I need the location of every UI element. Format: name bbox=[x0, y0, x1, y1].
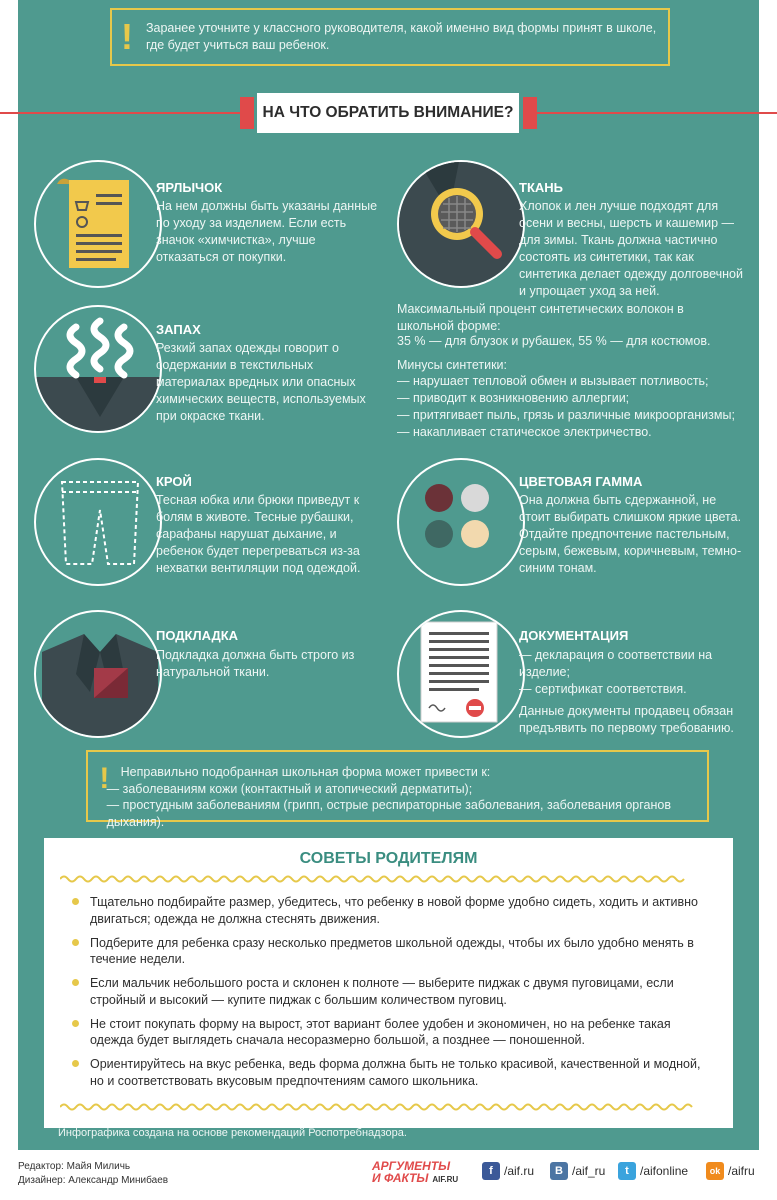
logo-line2: И ФАКТЫ bbox=[372, 1171, 429, 1185]
label-tag-icon bbox=[34, 160, 162, 288]
color-swatch bbox=[425, 520, 453, 548]
source-footnote: Инфографика создана на основе рекомендаций Роспотребнадзора. bbox=[58, 1127, 407, 1139]
lining-title: ПОДКЛАДКА bbox=[156, 628, 239, 643]
vk-icon: B bbox=[550, 1162, 568, 1180]
smell-title: ЗАПАХ bbox=[156, 322, 201, 337]
tip-item bbox=[72, 1016, 712, 1049]
headline-rule-left bbox=[0, 112, 240, 114]
synthetic-con-item: — нарушает тепловой обмен и вызывает потливость; bbox=[397, 374, 709, 388]
aif-logo[interactable] bbox=[372, 1160, 468, 1188]
label-title: ЯРЛЫЧОК bbox=[156, 180, 223, 195]
lining-jacket-icon bbox=[34, 610, 162, 738]
notice-line: — простудным заболеваниям (грипп, острые респираторные заболевания, заболевания органов дыхания). bbox=[106, 798, 671, 829]
notice-line: — заболеваниям кожи (контактный и атопический дерматиты); bbox=[106, 781, 473, 796]
section-headline bbox=[0, 93, 777, 133]
color-title: ЦВЕТОВАЯ ГАММА bbox=[519, 474, 643, 489]
social-label: /aifru bbox=[728, 1164, 755, 1178]
fabric-title: ТКАНЬ bbox=[519, 180, 563, 195]
social-odnoklassniki[interactable] bbox=[706, 1162, 755, 1180]
tip-text: Подберите для ребенка сразу несколько предметов школьной одежды, чтобы их было удобно менять в течение недели. bbox=[90, 935, 694, 966]
tip-item bbox=[72, 975, 712, 1008]
tip-text: Если мальчик небольшого роста и склонен к полноте — выберите пиджак с двумя пуговицами, если стройный и высокий — купите пиджак с большим количеством пуговиц. bbox=[90, 976, 674, 1007]
synthetic-con-item: — накапливает статическое электричество. bbox=[397, 425, 652, 439]
social-label: /aifonline bbox=[640, 1164, 689, 1178]
tips-title: СОВЕТЫ РОДИТЕЛЯМ bbox=[299, 850, 478, 867]
fabric-magnifier-icon bbox=[397, 160, 525, 288]
bullet-dot-icon bbox=[72, 1060, 79, 1067]
bullet-dot-icon bbox=[72, 979, 79, 986]
bullet-dot-icon bbox=[72, 1020, 79, 1027]
lining-text: Подкладка должна быть строго из натуральной ткани. bbox=[156, 648, 355, 679]
fabric-text: Хлопок и лен лучше подходят для осени и весны, шерсть и кашемир — для зимы. Ткань должна частично состоять из синтетики, так как синтетика делает одежду долговечной и упрощает уход за ней. bbox=[519, 199, 743, 298]
tips-list bbox=[72, 894, 712, 1097]
designer-credit: Дизайнер: Александр Минибаев bbox=[18, 1175, 169, 1186]
ribbon-left bbox=[240, 97, 254, 129]
tip-item bbox=[72, 894, 712, 927]
bullet-dot-icon bbox=[72, 939, 79, 946]
social-twitter[interactable] bbox=[618, 1162, 688, 1180]
logo-line1: АРГУМЕНТЫ bbox=[372, 1159, 451, 1173]
docs-lines bbox=[519, 647, 744, 698]
editor-credit: Редактор: Майя Миличь bbox=[18, 1161, 131, 1172]
trousers-cut-icon bbox=[34, 458, 162, 586]
tip-item bbox=[72, 935, 712, 968]
social-label: /aif.ru bbox=[504, 1164, 535, 1178]
bullet-dot-icon bbox=[72, 898, 79, 905]
notice-line: Неправильно подобранная школьная форма может привести к: bbox=[120, 765, 491, 779]
label-text: На нем должны быть указаны данные по уходу за изделием. Если есть значок «химчистка», лучше отказаться от покупки. bbox=[156, 199, 378, 264]
facebook-icon: f bbox=[482, 1162, 500, 1180]
social-facebook[interactable] bbox=[482, 1162, 534, 1180]
logo-site: AIF.RU bbox=[432, 1175, 459, 1184]
synthetic-max-text: Максимальный процент синтетических волокон в школьной форме: bbox=[397, 302, 684, 333]
color-swatch bbox=[461, 520, 489, 548]
tip-text: Не стоит покупать форму на вырост, этот вариант более удобен и экономичен, но на ребенке такая одежда будет выглядеть сначала несоразмерно большой, а позднее — поношенной. bbox=[90, 1016, 671, 1047]
exclamation-icon: ! bbox=[99, 762, 110, 795]
synthetic-values-text: 35 % — для блузок и рубашек, 55 % — для костюмов. bbox=[397, 334, 711, 348]
synthetic-cons-list bbox=[397, 373, 742, 441]
docs-line: — декларация о соответствии на изделие; bbox=[519, 648, 713, 679]
twitter-icon: t bbox=[618, 1162, 636, 1180]
synthetic-con-item: — притягивает пыль, грязь и различные микроорганизмы; bbox=[397, 408, 735, 422]
color-swatch bbox=[425, 484, 453, 512]
ribbon-right bbox=[523, 97, 537, 129]
notice-middle bbox=[86, 750, 709, 829]
social-vk[interactable] bbox=[550, 1162, 605, 1180]
docs-note: Данные документы продавец обязан предъявить по первому требованию. bbox=[519, 704, 734, 735]
headline-title: НА ЧТО ОБРАТИТЬ ВНИМАНИЕ? bbox=[257, 93, 519, 133]
notice-top-text: Заранее уточните у классного руководителя, какой именно вид формы принят в школе, где будет учиться ваш ребенок. bbox=[145, 21, 657, 52]
tip-item bbox=[72, 1056, 712, 1089]
social-label: /aif_ru bbox=[572, 1164, 606, 1178]
notice-top bbox=[110, 8, 670, 66]
exclamation-icon: ! bbox=[120, 16, 133, 57]
docs-title: ДОКУМЕНТАЦИЯ bbox=[519, 628, 629, 643]
tip-text: Тщательно подбирайте размер, убедитесь, что ребенку в новой форме удобно сидеть, ходить и активно двигаться; одежда не должна стеснять движения. bbox=[90, 895, 699, 926]
cut-title: КРОЙ bbox=[156, 474, 192, 489]
credits bbox=[18, 1160, 168, 1188]
color-palette-icon bbox=[397, 458, 525, 586]
headline-rule-right bbox=[537, 112, 777, 114]
document-icon bbox=[397, 610, 525, 738]
synthetic-con-item: — приводит к возникновению аллергии; bbox=[397, 391, 630, 405]
tip-text: Ориентируйтесь на вкус ребенка, ведь форма должна быть не только красивой, качественной и модной, но и соответствовать вкусовым предпочтениям самого школьника. bbox=[90, 1057, 701, 1088]
docs-line: — сертификат соответствия. bbox=[519, 682, 687, 696]
color-swatch bbox=[461, 484, 489, 512]
cut-text: Тесная юбка или брюки приведут к болям в животе. Тесные рубашки, сарафаны нарушат дыхание, и ребенок будет перегреваться из-за нехватки вентиляции под одеждой. bbox=[156, 493, 361, 575]
notice-middle-text bbox=[107, 752, 707, 830]
wave-divider-bottom bbox=[60, 1102, 716, 1112]
smell-text: Резкий запах одежды говорит о содержании в текстильных материалах вредных или опасных химических веществ, используемых при окраске ткани. bbox=[156, 341, 366, 423]
synthetic-cons-title: Минусы синтетики: bbox=[397, 358, 508, 372]
color-text: Она должна быть сдержанной, не стоит выбирать слишком яркие цвета. Отдайте предпочтение пастельным, серым, бежевым, коричневым, темно-синим тонам. bbox=[519, 493, 742, 575]
parent-tips-card bbox=[44, 838, 733, 1128]
wave-divider-top bbox=[60, 874, 716, 884]
odnoklassniki-icon: ok bbox=[706, 1162, 724, 1180]
jacket-smell-icon bbox=[34, 305, 162, 433]
